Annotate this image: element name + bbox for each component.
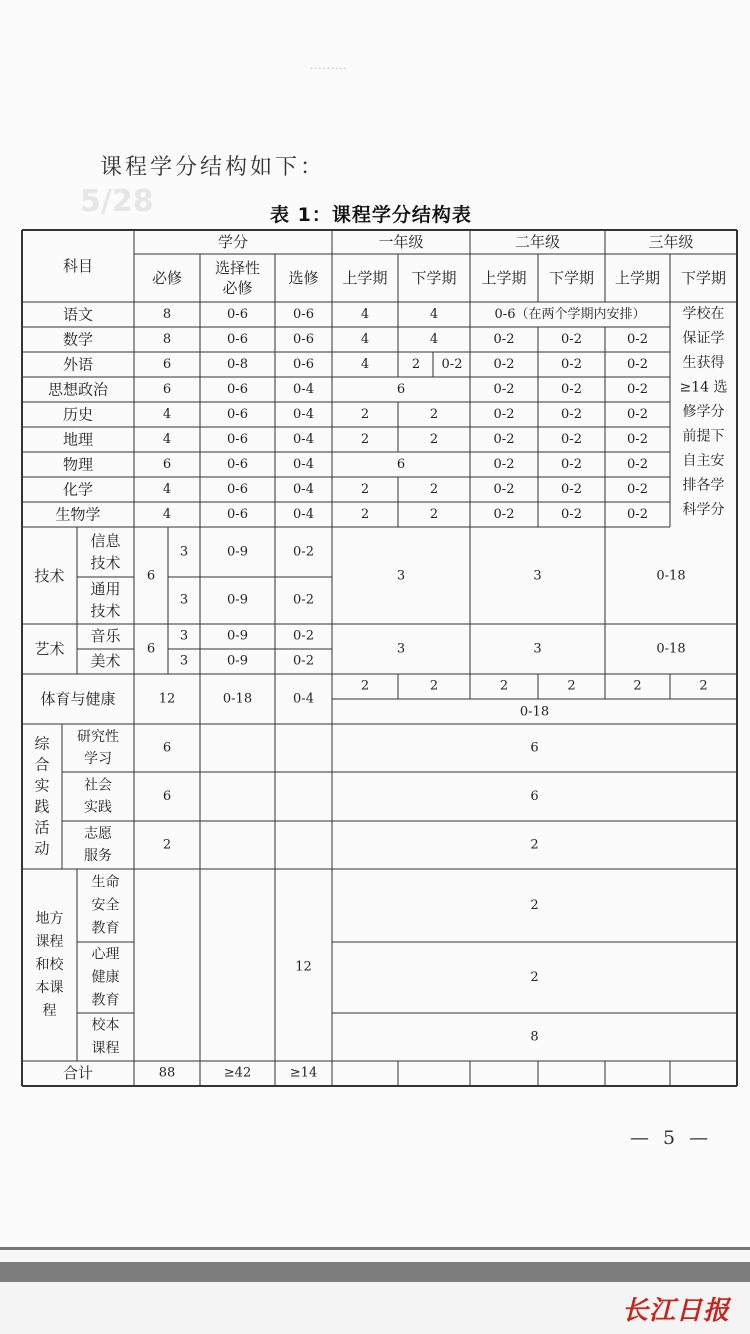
term-credit: 0-2	[493, 382, 515, 397]
term-credit: 4	[429, 307, 439, 322]
practice-item-label: 研究性	[77, 729, 119, 745]
subject-name: 历史	[62, 405, 94, 424]
term-credit: 0-2	[561, 432, 582, 447]
term-credit: 0-2	[441, 357, 463, 372]
selective-credit: 0-8	[227, 357, 248, 372]
local-item-label: 教育	[91, 992, 120, 1009]
grade3-note: 科学分	[682, 502, 725, 518]
art-selective: 0-9	[227, 653, 248, 669]
elective-credit: 0-4	[293, 507, 314, 522]
table-cells	[34, 233, 727, 1082]
term-credit: 0-2	[627, 382, 648, 397]
term-credit: 0-2	[627, 482, 648, 497]
required-credit: 6	[162, 382, 172, 397]
term-credit: 4	[360, 307, 370, 322]
term-credit: 2	[360, 407, 370, 422]
subject-header: 科目	[62, 257, 94, 275]
term-credit: 4	[360, 332, 370, 347]
term-credit: 2	[360, 432, 370, 447]
local-item-label: 校本	[91, 1017, 120, 1034]
term-credit: 0-2	[561, 332, 582, 347]
selective-required-header: 选择性	[214, 259, 261, 277]
art-selective: 0-9	[227, 628, 248, 644]
term-credit: 2	[429, 432, 439, 447]
info-tech-label: 技术	[90, 554, 121, 572]
elective-credit: 0-6	[293, 307, 314, 322]
pe-selective: 0-18	[222, 691, 253, 707]
selective-credit: 0-6	[227, 507, 248, 522]
subject-name: 物理	[62, 455, 94, 474]
second-term-header: 下学期	[548, 269, 595, 287]
term-credit: 0-2	[627, 357, 648, 372]
required-header: 必修	[151, 269, 183, 287]
tech-selective: 0-9	[227, 544, 248, 560]
art-grade3: 0-18	[656, 641, 686, 657]
selective-credit: 0-6	[227, 457, 248, 472]
required-credit: 4	[162, 507, 172, 522]
total-selective: ≥42	[223, 1065, 252, 1081]
practice-credit: 6	[530, 789, 539, 804]
local-course-label: 课程	[35, 934, 64, 950]
grade3-note: ≥14 选	[679, 379, 728, 396]
gray-band	[0, 1262, 750, 1282]
local-elective: 12	[295, 959, 312, 975]
term-credit: 0-2	[493, 457, 515, 472]
selective-credit: 0-6	[227, 407, 248, 422]
practice-label: 践	[34, 797, 50, 816]
pe-term-credit: 2	[429, 678, 439, 694]
practice-label: 活	[34, 818, 50, 837]
practice-item-label: 志愿	[84, 826, 112, 842]
term-credit: 0-2	[561, 482, 582, 497]
pe-term-credit: 2	[499, 678, 509, 694]
practice-required: 2	[162, 837, 172, 853]
selective-credit: 0-6	[227, 482, 248, 497]
elective-header: 选修	[288, 269, 319, 287]
page-indicator: 5/28	[80, 184, 154, 219]
pe-required: 12	[158, 691, 176, 707]
tech-grade2: 3	[533, 568, 542, 584]
pe-term-credit: 2	[360, 678, 370, 694]
elective-credit: 0-4	[293, 407, 314, 422]
art-grade2: 3	[533, 641, 542, 657]
local-course-label: 地方	[35, 911, 64, 927]
practice-required: 6	[162, 789, 172, 804]
term-credit: 2	[360, 482, 370, 497]
practice-credit: 6	[530, 740, 539, 756]
subject-name: 外语	[62, 355, 94, 374]
local-item-label: 安全	[91, 897, 120, 914]
elective-credit: 0-4	[293, 457, 314, 472]
local-credit: 8	[530, 1029, 539, 1045]
total-elective: ≥14	[289, 1065, 318, 1081]
tech-elective: 0-2	[293, 592, 314, 608]
subject-name: 地理	[62, 430, 94, 449]
term-credit: 2	[411, 357, 421, 372]
required-credit: 6	[162, 457, 172, 472]
fine-art-label: 美术	[90, 652, 121, 670]
grade3-note: 学校在	[682, 306, 725, 322]
term-credit: 0-2	[493, 332, 515, 347]
term-credit: 2	[429, 407, 439, 422]
grade3-note: 保证学	[682, 330, 725, 347]
term-credit: 6	[396, 457, 406, 472]
grade2-header: 二年级	[514, 233, 561, 251]
tech-grade3: 0-18	[656, 568, 686, 584]
chinese-grade2-note: 0-6（在两个学期内安排）	[494, 307, 646, 322]
required-credit: 4	[162, 407, 172, 422]
local-credit: 2	[530, 898, 539, 913]
local-item-label: 生命	[91, 874, 120, 891]
grade3-header: 三年级	[648, 233, 694, 251]
selective-required-header: 必修	[222, 279, 253, 297]
term-credit: 0-2	[561, 457, 582, 472]
grade3-note: 生获得	[682, 355, 725, 371]
local-item-label: 心理	[91, 946, 120, 963]
term-credit: 0-2	[561, 382, 582, 397]
local-course-label: 程	[42, 1003, 57, 1019]
practice-item-label: 实践	[84, 799, 112, 816]
practice-label: 动	[34, 839, 50, 858]
term-credit: 0-2	[561, 407, 582, 422]
faint-header-text: ·········	[310, 64, 348, 75]
required-credit: 4	[162, 482, 172, 497]
term-credit: 4	[429, 332, 439, 347]
required-credit: 6	[162, 357, 172, 372]
term-credit: 0-2	[493, 432, 515, 447]
selective-credit: 0-6	[227, 432, 248, 447]
practice-label: 实	[34, 776, 50, 795]
general-tech-label: 技术	[90, 602, 121, 620]
pe-term-credit: 2	[567, 678, 576, 694]
term-credit: 6	[396, 382, 406, 397]
grade3-note: 前提下	[682, 428, 725, 445]
selective-credit: 0-6	[227, 332, 248, 347]
term-credit: 4	[360, 357, 370, 372]
art-required: 3	[179, 653, 189, 669]
term-credit: 0-2	[493, 482, 515, 497]
first-term-header: 上学期	[614, 269, 661, 287]
tech-required: 3	[179, 592, 189, 608]
total-required: 88	[158, 1065, 176, 1081]
credits-header: 学分	[217, 233, 249, 251]
local-course-label: 和校	[35, 957, 64, 973]
tech-total: 6	[146, 568, 156, 584]
term-credit: 2	[429, 507, 439, 522]
art-grade1: 3	[396, 641, 406, 657]
term-credit: 0-2	[627, 432, 648, 447]
grade3-note: 修学分	[682, 404, 725, 420]
pe-term-credit: 2	[633, 678, 642, 694]
practice-item-label: 学习	[84, 751, 112, 767]
grade1-header: 一年级	[378, 233, 424, 251]
subject-name: 化学	[62, 480, 94, 499]
general-tech-label: 通用	[90, 580, 121, 598]
elective-credit: 0-6	[293, 357, 314, 372]
grade3-note: 排各学	[682, 477, 725, 494]
required-credit: 8	[162, 332, 172, 347]
practice-label: 合	[34, 755, 50, 774]
art-elective: 0-2	[293, 653, 314, 669]
local-item-label: 教育	[91, 920, 120, 937]
total-label: 合计	[62, 1064, 94, 1082]
first-term-header: 上学期	[342, 269, 388, 287]
local-credit: 2	[530, 970, 539, 985]
divider-line	[0, 1247, 750, 1250]
pe-elective: 0-4	[293, 691, 314, 707]
term-credit: 0-2	[493, 507, 515, 522]
practice-label: 综	[34, 734, 50, 753]
subject-name: 语文	[62, 305, 94, 324]
practice-credit: 2	[530, 837, 539, 853]
art-required: 3	[179, 628, 189, 644]
practice-required: 6	[162, 740, 172, 756]
subject-name: 生物学	[55, 505, 101, 524]
tech-elective: 0-2	[293, 544, 314, 560]
term-credit: 0-2	[561, 507, 582, 522]
music-label: 音乐	[90, 627, 121, 645]
term-credit: 2	[429, 482, 439, 497]
tech-grade1: 3	[396, 568, 406, 584]
intro-text: 课程学分结构如下：	[100, 155, 326, 180]
art-elective: 0-2	[293, 628, 314, 644]
subject-name: 思想政治	[47, 380, 109, 399]
tech-required: 3	[179, 544, 189, 560]
term-credit: 0-2	[627, 332, 648, 347]
local-course-label: 本课	[35, 980, 64, 996]
pe-term-credit: 2	[699, 678, 708, 694]
elective-credit: 0-4	[293, 482, 314, 497]
info-tech-label: 信息	[90, 532, 121, 550]
tech-selective: 0-9	[227, 592, 248, 608]
art-total: 6	[146, 641, 156, 657]
elective-credit: 0-6	[293, 332, 314, 347]
tech-label: 技术	[34, 567, 65, 585]
practice-item-label: 社会	[84, 777, 112, 794]
term-credit: 0-2	[627, 507, 648, 522]
term-credit: 0-2	[561, 357, 582, 372]
term-credit: 0-2	[493, 357, 515, 372]
local-item-label: 健康	[91, 969, 120, 986]
required-credit: 4	[162, 432, 172, 447]
selective-credit: 0-6	[227, 382, 248, 397]
second-term-header: 下学期	[411, 269, 457, 287]
elective-credit: 0-4	[293, 432, 314, 447]
term-credit: 2	[360, 507, 370, 522]
first-term-header: 上学期	[481, 269, 527, 287]
pe-range: 0-18	[519, 704, 550, 720]
term-credit: 0-2	[627, 407, 648, 422]
art-label: 艺术	[34, 640, 65, 658]
grade3-note: 自主安	[682, 453, 725, 469]
table-title: 表 1：课程学分结构表	[270, 204, 472, 226]
elective-credit: 0-4	[293, 382, 314, 397]
subject-name: 数学	[62, 330, 94, 349]
selective-credit: 0-6	[227, 307, 248, 322]
page-number: — 5 —	[630, 1127, 713, 1149]
term-credit: 0-2	[627, 457, 648, 472]
term-credit: 0-2	[493, 407, 515, 422]
newspaper-logo: 长江日报	[622, 1296, 731, 1326]
required-credit: 8	[162, 307, 172, 322]
local-item-label: 课程	[91, 1040, 120, 1057]
practice-item-label: 服务	[84, 848, 112, 864]
second-term-header: 下学期	[680, 269, 727, 287]
pe-label: 体育与健康	[40, 690, 116, 708]
